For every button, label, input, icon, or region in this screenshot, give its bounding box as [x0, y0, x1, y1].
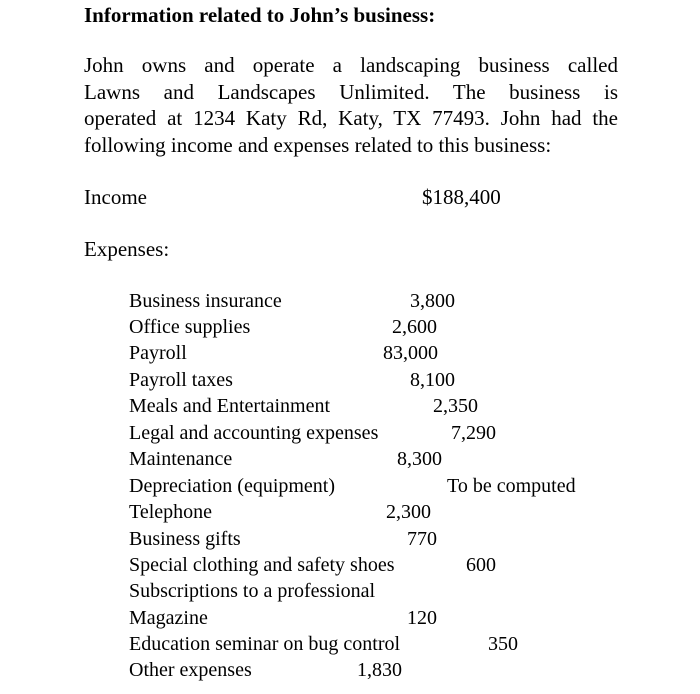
expense-amount: To be computed [447, 475, 576, 497]
expense-amount: 1,830 [357, 659, 402, 681]
expense-label: Telephone [129, 501, 213, 523]
intro-paragraph [84, 52, 618, 158]
expense-label: Payroll [129, 342, 187, 364]
income-label: Income [84, 185, 147, 209]
expense-label: Subscriptions to a professional [129, 580, 376, 602]
expense-label: Business insurance [129, 290, 282, 312]
page-heading: Information related to John’s business: [84, 3, 436, 27]
expense-amount: 2,300 [386, 501, 431, 523]
expense-amount: 770 [407, 528, 437, 550]
intro-line-1: John owns and operate a landscaping business called [84, 53, 618, 77]
expense-amount: 350 [488, 633, 518, 655]
expense-amount: 3,800 [410, 290, 455, 312]
expense-label: Special clothing and safety shoes [129, 554, 395, 576]
expense-amount: 600 [466, 554, 496, 576]
expense-amount: 8,100 [410, 369, 455, 391]
expense-label: Education seminar on bug control [129, 633, 401, 655]
intro-line-3: operated at 1234 Katy Rd, Katy, TX 77493. John had the [84, 106, 618, 130]
income-amount: $188,400 [422, 185, 501, 209]
expense-label: Depreciation (equipment) [129, 475, 336, 497]
expense-amount: 8,300 [397, 448, 442, 470]
expense-label: Magazine [129, 607, 208, 629]
intro-line-4: following income and expenses related to this business: [84, 132, 552, 157]
expense-amount: 2,350 [433, 395, 478, 417]
expense-label: Payroll taxes [129, 369, 233, 391]
expense-label: Office supplies [129, 316, 251, 338]
expense-amount: 83,000 [383, 342, 438, 364]
intro-line-2: Lawns and Landscapes Unlimited. The business is [84, 79, 618, 104]
expenses-heading: Expenses: [84, 237, 170, 261]
expense-amount: 2,600 [392, 316, 437, 338]
expense-label: Legal and accounting expenses [129, 422, 379, 444]
expense-amount: 7,290 [451, 422, 496, 444]
expense-label: Business gifts [129, 528, 241, 550]
expense-amount: 120 [407, 607, 437, 629]
expense-label: Other expenses [129, 659, 252, 681]
expense-label: Maintenance [129, 448, 233, 470]
expense-label: Meals and Entertainment [129, 395, 331, 417]
